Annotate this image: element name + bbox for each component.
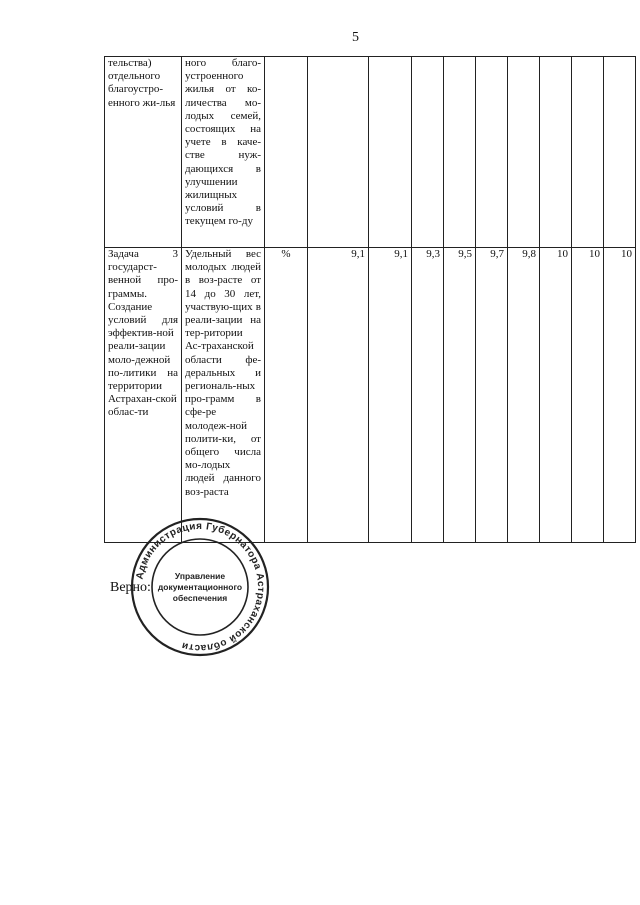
stamp-outer-text: Администрация Губернатора Астраханской области: [134, 520, 267, 654]
value-cell: [604, 57, 636, 248]
value-cell: 9,1: [308, 248, 369, 543]
value-cell: [369, 57, 412, 248]
value-cell: 9,8: [508, 248, 540, 543]
value-cell: 10: [604, 248, 636, 543]
indicator-table: [104, 56, 636, 543]
value-cell: 9,1: [369, 248, 412, 543]
goal-cell: Задача 3 государст-венной про-граммы. Создание условий для эффектив-ной реали-зации моло-дежной по-литики на территории Астрахан-ской облас-ти: [105, 248, 182, 543]
value-cell: [476, 57, 508, 248]
goal-cell: тельства) отдельного благоустро-енного жи-лья: [105, 57, 182, 248]
table-row: [105, 248, 636, 543]
value-cell: [308, 57, 369, 248]
value-cell: [540, 57, 572, 248]
page-number: 5: [352, 30, 359, 45]
official-stamp: [130, 517, 270, 657]
stamp-inner-line: документационного: [157, 582, 243, 592]
value-cell: [572, 57, 604, 248]
unit-cell: %: [265, 248, 308, 543]
value-cell: 9,5: [444, 248, 476, 543]
indicator-cell: Удельный вес молодых людей в воз-расте от 14 до 30 лет, участвую-щих в реали-зации на тер-ритории Ас-траханской области фе-деральных и региональ-ных про-грамм в сфе-ре молодеж-ной полити-ки, от общего числа мо-лодых людей данного воз-раста: [182, 248, 265, 543]
indicator-cell: ного благо-устроенного жилья от ко-личества мо-лодых семей, состоящих на учете в каче-стве нуж-дающихся в улучшении жилищных условий в текущем го-ду: [182, 57, 265, 248]
value-cell: 9,3: [412, 248, 444, 543]
value-cell: [412, 57, 444, 248]
unit-cell: [265, 57, 308, 248]
stamp-inner-line: Управление: [174, 571, 226, 581]
value-cell: [508, 57, 540, 248]
verification-signature: Верно:: [110, 580, 151, 595]
value-cell: 10: [540, 248, 572, 543]
value-cell: 10: [572, 248, 604, 543]
table-row: [105, 57, 636, 248]
value-cell: 9,7: [476, 248, 508, 543]
stamp-inner-line: обеспечения: [172, 593, 228, 603]
value-cell: [444, 57, 476, 248]
